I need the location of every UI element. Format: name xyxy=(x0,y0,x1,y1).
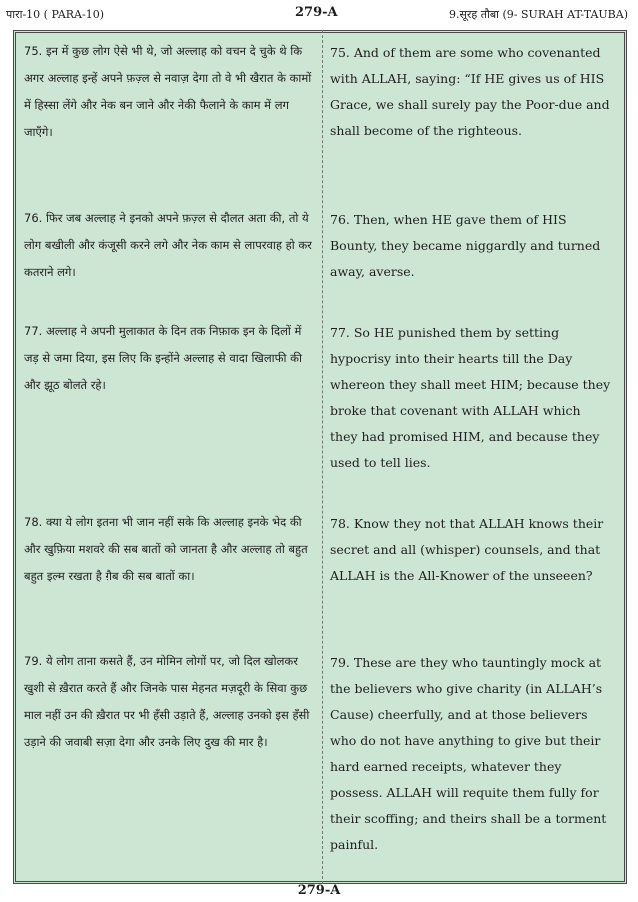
verse-77-english: 77. So HE punished them by setting hypocrisy into their hearts till the Day whereon they shall meet HIM; because they broke that covenant with ALLAH which they had promised HIM, and because they used to tell lies. xyxy=(330,325,611,470)
verse-78-hindi: 78. क्या ये लोग इतना भी जान नहीं सके कि अल्लाह इनके भेद की और खुफ़िया मशवरे की सब बातों को जानता है और अल्लाह तो बहुत बहुत इल्म रखता है ग़ैब की सब बातों का। xyxy=(24,515,308,583)
verse-78-english: 78. Know they not that ALLAH knows their secret and all (whisper) counsels, and that ALLAH is the All-Knower of the unseeen? xyxy=(330,516,604,583)
verse-75-english: 75. And of them are some who covenanted with ALLAH, saying: “If HE gives us of HIS Grace, we shall surely pay the Poor-due and shall become of the righteous. xyxy=(330,45,610,138)
verse-75-hindi: 75. इन में कुछ लोग ऐसे भी थे, जो अल्लाह को वचन दे चुके थे कि अगर अल्लाह इन्हें अपने फ़ज़्ल से नवाज़ देगा तो वे भी खैरात के कामों में हिस्सा लेंगे और नेक बन जाने और नेकी फैलाने के काम में लग जाएँगे। xyxy=(24,44,312,139)
para-label: पारा-10 ( PARA-10) xyxy=(6,8,105,21)
page-header xyxy=(0,0,638,28)
verse-79-hindi: 79. ये लोग ताना कसते हैं, उन मोमिन लोगों पर, जो दिल खोलकर खुशी से ख़ैरात करते हैं और जिनके पास मेहनत मज़दूरी के सिवा कुछ माल नहीं उन की ख़ैरात पर भी हँसी उड़ाते हैं, अल्लाह उनको इस हँसी उड़ाने की जवाबी सज़ा देगा और उनके लिए दुख की मार है। xyxy=(24,654,310,749)
verse-76-hindi: 76. फिर जब अल्लाह ने इनको अपने फ़ज़्ल से दौलत अता की, तो ये लोग बखीली और कंजूसी करने लगे और नेक काम से लापरवाह हो कर कतराने लगे। xyxy=(24,211,312,279)
verse-77-hindi: 77. अल्लाह ने अपनी मुलाकात के दिन तक निफ़ाक इन के दिलों में जड़ से जमा दिया, इस लिए कि इन्होंने अल्लाह से वादा खिलाफी की और झूठ बोलते रहे। xyxy=(24,324,302,392)
page-number-bottom: 279-A xyxy=(297,883,341,898)
verse-76-english: 76. Then, when HE gave them of HIS Bounty, they became niggardly and turned away, averse. xyxy=(330,212,601,279)
page-number-top: 279-A xyxy=(295,5,338,20)
column-divider xyxy=(322,30,323,884)
verse-79-english: 79. These are they who tauntingly mock at the believers who give charity (in ALLAH’s Cause) cheerfully, and at those believers who do not have anything to give but their hard earned receipts, whatever they possess. ALLAH will requite them fully for their scoffing; and theirs shall be a torment painful. xyxy=(330,655,607,852)
surah-label: 9.सूरह तौबा (9- SURAH AT-TAUBA) xyxy=(449,8,628,21)
